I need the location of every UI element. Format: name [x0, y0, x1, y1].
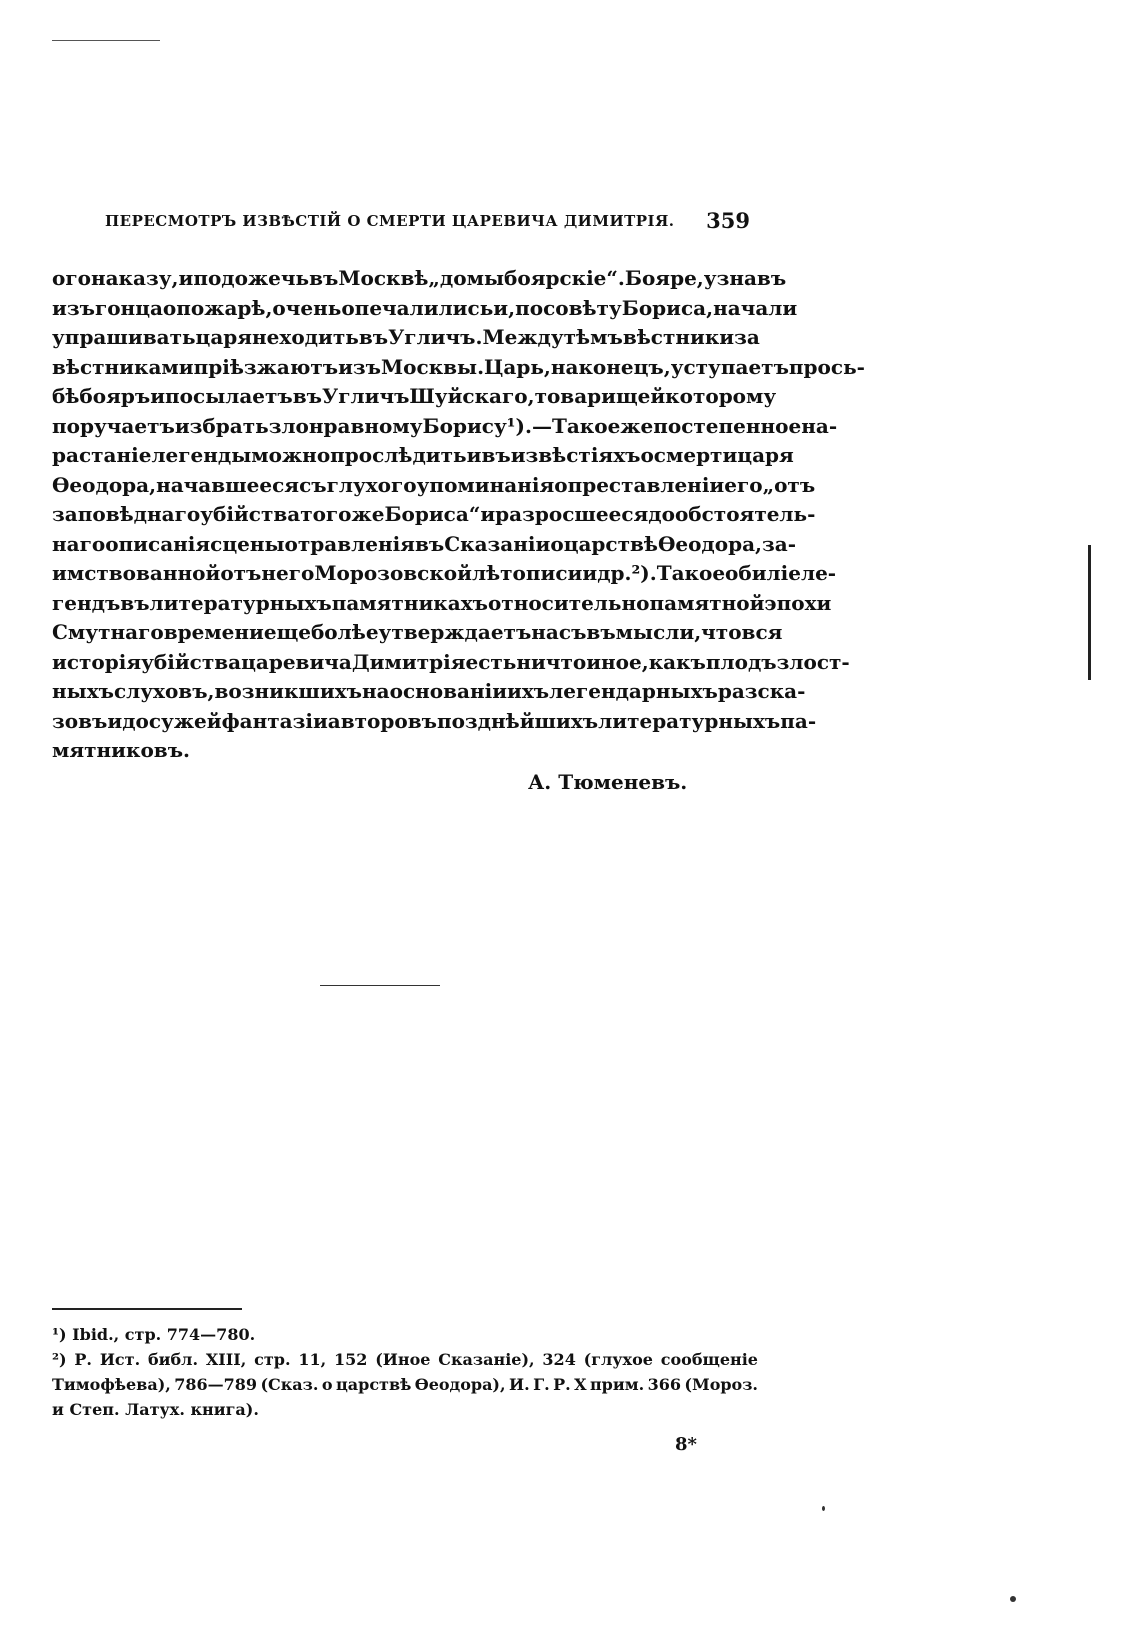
text-line: мятниковъ. — [52, 738, 190, 762]
text-line: заповѣднаго убійства того же Бориса“ и разросшееся до обстоятель- — [52, 502, 816, 526]
text-line: Смутнаго времени еще болѣе утверждаетъ насъ въ мысли, что вся — [52, 620, 783, 644]
text-line: имствованной отъ него Морозовской лѣтописи и др. ²). Такое обиліе ле- — [52, 561, 837, 585]
text-line: наго описанія сцены отравленія въ Сказаніи о царствѣ Ѳеодора, за- — [52, 531, 797, 556]
text-line: поручаетъ избрать злонравному Борису ¹).—Такое же постепенное на- — [52, 413, 838, 438]
footnote-line: ²) Р. Ист. библ. XIII, стр. 11, 152 (Иное Сказаніе), 324 (глухое сообщеніе — [52, 1350, 758, 1369]
text-line: Ѳеодора, начавшееся съ глухого упоминанія о преставленіи его „отъ — [52, 472, 816, 497]
text-line: ныхъ слуховъ, возникшихъ на основаніи ихъ легендарныхъ разска- — [52, 679, 806, 703]
body-text — [52, 264, 865, 766]
text-line: изъ гонца о пожарѣ, очень опечалились и, по совѣту Бориса, начали — [52, 295, 798, 320]
text-line: исторія убійства царевича Димитрія есть ничто иное, какъ плодъ злост- — [52, 649, 850, 674]
footnote-line: ¹) Ibid., стр. 774—780. — [52, 1325, 256, 1344]
scan-speck — [822, 1506, 825, 1511]
text-line: упрашивать царя не ходить въ Угличъ. Между тѣмъ вѣстники за — [52, 325, 760, 349]
text-line: вѣстниками пріѣзжаютъ изъ Москвы. Царь, наконецъ, уступаетъ прось- — [52, 354, 865, 379]
top-rule — [52, 40, 160, 41]
footnote-line: Тимофѣева), 786—789 (Сказ. о царствѣ Ѳеодора), И. Г. Р. X прим. 366 (Мороз. — [52, 1375, 758, 1394]
footnote-rule — [52, 1308, 242, 1310]
footnotes — [52, 1322, 758, 1422]
text-line: бѣ бояръ и посылаетъ въ Угличъ Шуйскаго, товарищей которому — [52, 384, 777, 408]
running-head — [105, 208, 750, 238]
text-line: ого наказу, и подожечь въ Москвѣ „домы боярскіе“. Бояре, узнавъ — [52, 266, 787, 290]
scan-speck — [1010, 1596, 1016, 1602]
footnote-line: и Степ. Латух. книга). — [52, 1400, 259, 1419]
margin-scan-mark — [1088, 545, 1091, 680]
text-line: растаніе легенды можно прослѣдить и въ извѣстіяхъ о смерти царя — [52, 443, 794, 467]
page-number: 359 — [706, 208, 750, 233]
printer-signature-mark: 8* — [675, 1434, 697, 1455]
text-line: гендъ въ литературныхъ памятникахъ относительно памятной эпохи — [52, 590, 832, 615]
running-title: ПЕРЕСМОТРЪ ИЗВѢСТІЙ О СМЕРТИ ЦАРЕВИЧА ДИМИТРІЯ. — [105, 212, 675, 230]
author-signature: А. Тюменевъ. — [528, 770, 688, 794]
section-rule — [320, 985, 440, 986]
text-line: зовъ и досужей фантазіи авторовъ позднѣйшихъ литературныхъ па- — [52, 708, 817, 733]
